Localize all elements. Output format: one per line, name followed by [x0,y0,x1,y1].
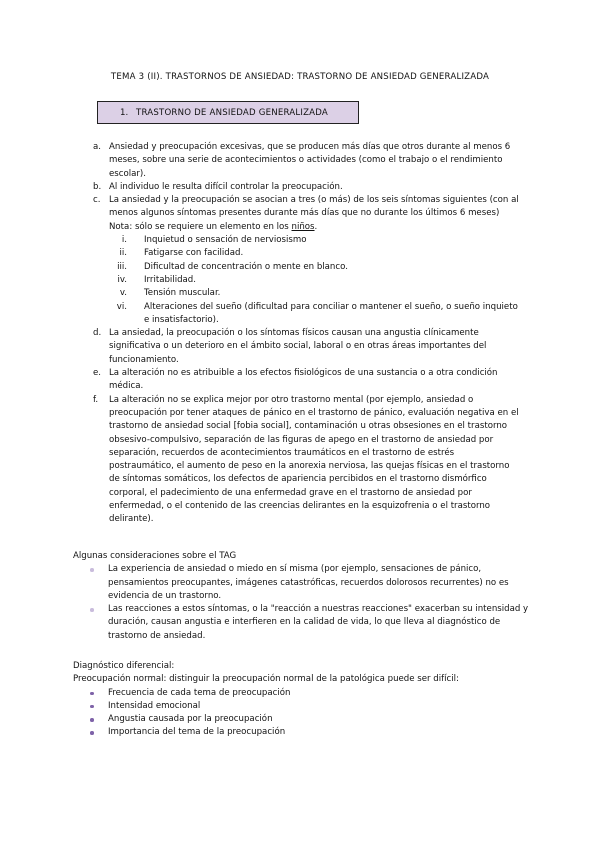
criterion-marker: b. [93,181,102,192]
symptom-text: Tensión muscular. [144,288,221,299]
criterion-e [80,367,520,394]
criterion-text: La ansiedad, la preocupación o los síntomas físicos causan una angustia clínicamente significativa o un deterioro en el ámbito social, laboral o en otras áreas importantes del funcionamiento. [109,328,487,365]
note-suffix: . [314,221,318,232]
criterion-text: La alteración no es atribuible a los efectos fisiológicos de una sustancia o a otra condición médica. [109,368,498,392]
considerations-section [73,550,533,643]
symptom-text: Inquietud o sensación de nerviosismo [144,235,307,246]
considerations-list [73,563,533,643]
symptom-text: Fatigarse con facilidad. [144,248,244,259]
symptom-item [109,261,520,274]
note-underlined-word: niños [291,221,315,232]
bullet-icon [90,731,94,735]
list-item [73,713,533,726]
differential-heading: Diagnóstico diferencial: [73,661,175,671]
considerations-heading: Algunas consideraciones sobre el TAG [73,551,237,561]
criterion-a [80,141,520,181]
symptom-text: Alteraciones del sueño (dificultad para conciliar o mantener el sueño, o sueño inquieto e insatisfactorio). [144,301,518,325]
bullet-icon [90,705,94,709]
list-item [73,726,533,739]
symptom-item [109,301,520,328]
symptom-item [109,234,520,247]
criterion-d [80,327,520,367]
criterion-b [80,181,520,194]
criterion-marker: e. [93,368,102,379]
list-item-text: Frecuencia de cada tema de preocupación [108,687,291,698]
symptom-list [109,234,520,327]
symptom-text: Irritabilidad. [144,274,196,285]
bullet-icon [90,608,94,612]
list-item [73,603,533,643]
symptom-marker: vi. [116,301,127,312]
list-item [73,700,533,713]
criterion-c [80,194,520,327]
list-item-text: Intensidad emocional [108,700,201,711]
list-item-text: Las reacciones a estos síntomas, o la "reacción a nuestras reacciones" exacerban su intensidad y duración, causan angustia e interfieren en la calidad de vida, lo que lleva al diagnóstico de trastorno de ansiedad. [108,604,529,641]
differential-section [73,660,533,740]
criterion-text: Al individuo le resulta difícil controlar la preocupación. [109,181,343,192]
criterion-f [80,394,520,527]
symptom-marker: iv. [117,274,127,285]
symptom-item [109,274,520,287]
list-item-text: La experiencia de ansiedad o miedo en sí misma (por ejemplo, sensaciones de pánico, pensamientos preocupantes, imágenes catastróficas, recuerdos dolorosos recurrentes) no es evidencia de un trastorno. [108,564,509,601]
criterion-text: La alteración no se explica mejor por otro trastorno mental (por ejemplo, ansiedad o preocupación por tener ataques de pánico en el trastorno de pánico, evaluación negativa en el trastorno de ansiedad social [fobia social], contaminación u otras obsesiones en el trastorno obsesivo-compulsivo, separación de las figuras de apego en el trastorno de ansiedad por separación, recuerdos de acontecimientos traumáticos en el trastorno de estrés postraumático, el aumento de peso en la anorexia nerviosa, las quejas físicas en el trastorno de síntomas somáticos, los defectos de apariencia percibidos en el trastorno dismórfico corporal, el padecimiento de una enfermedad grave en el trastorno de ansiedad por enfermedad, o el contenido de las creencias delirantes en la esquizofrenia o el trastorno delirante). [109,394,519,525]
section-heading-box [97,101,359,124]
diagnostic-criteria-list [80,141,520,527]
criterion-marker: d. [93,328,102,339]
section-title: TRASTORNO DE ANSIEDAD GENERALIZADA [136,107,328,118]
symptom-marker: i. [121,235,127,246]
list-item-text: Angustia causada por la preocupación [108,714,273,725]
symptom-marker: v. [119,288,127,299]
criterion-marker: c. [93,195,101,206]
criterion-marker: a. [93,142,101,152]
note-prefix: Nota: sólo se requiere un elemento en los [109,221,292,232]
section-number: 1. [120,107,129,118]
differential-list [73,687,533,740]
bullet-icon [90,692,94,696]
differential-intro: Preocupación normal: distinguir la preocupación normal de la patológica puede ser difícil: [73,674,459,685]
bullet-icon [90,568,94,572]
criterion-marker: f. [93,394,99,405]
bullet-icon [90,718,94,722]
list-item [73,563,533,603]
list-item [73,687,533,700]
criterion-text: La ansiedad y la preocupación se asocian a tres (o más) de los seis síntomas siguientes (con al menos algunos síntomas presentes durante más días que no durante los últimos 6 meses) [109,195,519,219]
symptom-item [109,287,520,300]
symptom-marker: iii. [117,261,127,272]
criterion-text: Ansiedad y preocupación excesivas, que se producen más días que otros durante al menos 6 meses, sobre una serie de acontecimientos o actividades (como el trabajo o el rendimiento escolar). [109,142,511,179]
symptom-item [109,247,520,260]
symptom-marker: ii. [119,248,127,259]
criterion-note [109,221,520,234]
page-title: TEMA 3 (II). TRASTORNOS DE ANSIEDAD: TRASTORNO DE ANSIEDAD GENERALIZADA [110,72,490,82]
symptom-text: Dificultad de concentración o mente en blanco. [144,261,348,272]
list-item-text: Importancia del tema de la preocupación [108,727,286,738]
